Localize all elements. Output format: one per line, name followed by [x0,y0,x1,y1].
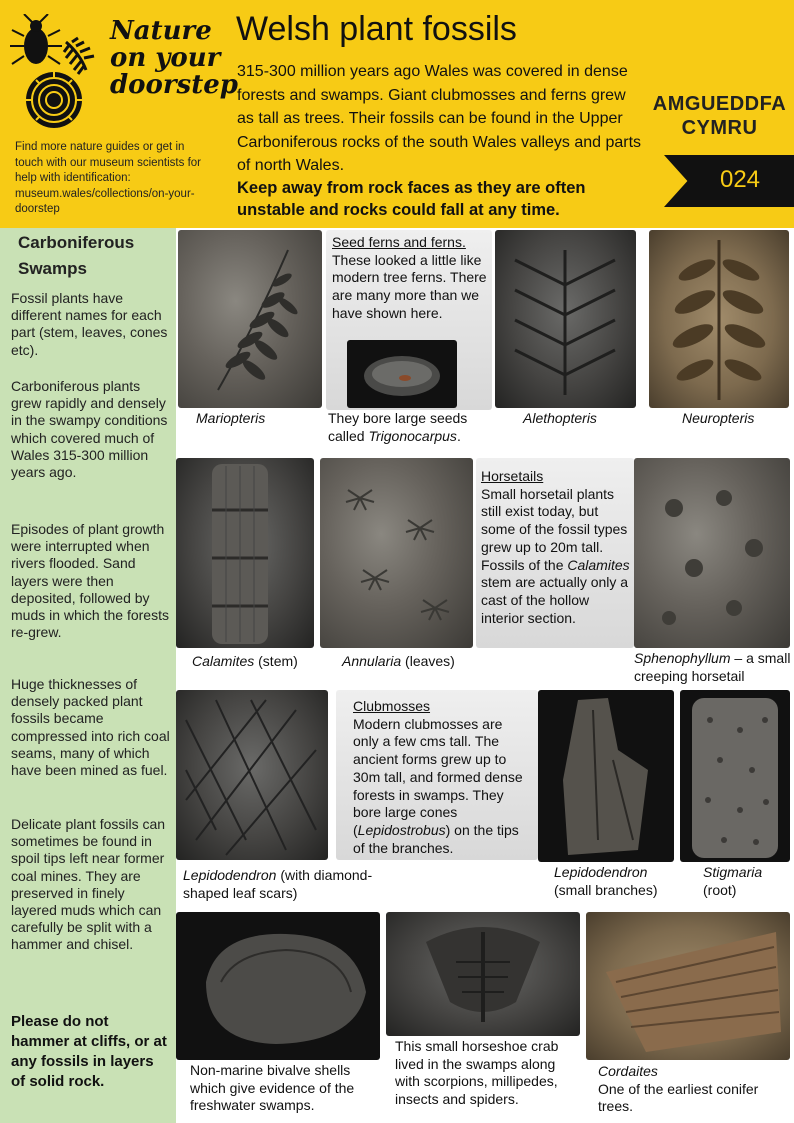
logo-line: CYMRU [681,117,758,139]
lepidodendron-branches-image [538,690,674,862]
sidebar-paragraph: Huge thicknesses of densely packed plant fossils became compressed into rich coal seams, many of which have been mined as fuel. [11,676,170,779]
calamites-caption: Calamites (stem) [192,653,298,669]
brand-line: doorstep [110,70,238,100]
horsetails-text [481,468,631,627]
trigonocarpus-seed-image [347,340,457,408]
clubmosses-heading: Clubmosses [353,698,431,714]
clubmosses-text [353,698,531,857]
sphenophyllum-caption: Sphenophyllum – a small creeping horsetail [634,650,791,684]
bivalve-shell-image [176,912,380,1060]
stigmaria-fossil-image [680,690,790,862]
lepidodendron-bark-caption: Lepidodendron (with diamond-shaped leaf scars) [183,867,373,901]
horseshoe-crab-caption: This small horseshoe crab lived in the swamps along with scorpions, millipedes, insects and spiders. [395,1038,559,1107]
horsetails-heading: Horsetails [481,468,544,484]
cordaites-caption: Cordaites One of the earliest conifer trees. [598,1063,759,1114]
sidebar-paragraph: Delicate plant fossils can sometimes be found in spoil tips left near former coal mines. They are preserved in finely layered muds which can carefully be split with a hammer and chisel. [11,816,166,953]
sidebar-heading: Carboniferous Swamps [18,233,135,278]
sphenophyllum-fossil-image [634,458,790,648]
intro-paragraph: 315-300 million years ago Wales was covered in dense forests and swamps. Giant clubmosses and ferns grew as tall as trees. Their fossils can be found in the Upper Carboniferous rocks of the south Wales valleys and parts of north Wales. [237,63,642,174]
mariopteris-fossil-image [178,230,322,408]
cordaites-fossil-image [586,912,790,1060]
neuropteris-caption: Neuropteris [682,410,755,426]
seed-ferns-body: These looked a little like modern tree ferns. There are many more than we have shown here. [332,251,487,321]
brand-line: Nature [110,16,212,46]
clubmosses-body: Modern clubmosses are only a few cms tall. The ancient forms grew up to 30m tall, and formed dense forests in swamps. They bore large cones (Lepidostrobus) on the tips of the branches. [353,715,523,856]
seed-ferns-heading: Seed ferns and ferns. [332,234,466,250]
seed-ferns-text [332,234,490,323]
alethopteris-caption: Alethopteris [523,410,597,426]
brand-line: on your [110,43,221,73]
stigmaria-caption: Stigmaria (root) [703,864,763,898]
bivalve-caption: Non-marine bivalve shells which give evidence of the freshwater swamps. [190,1062,355,1113]
neuropteris-fossil-image [649,230,789,408]
lepidodendron-bark-image [176,690,328,860]
sidebar-warning: Please do not hammer at cliffs, or at any fossils in layers of solid rock. [11,1013,167,1090]
lepidodendron-branches-caption: Lepidodendron (small branches) [554,864,658,898]
beetle-and-ammonite-logo-icon [6,14,106,132]
horsetails-body: Small horsetail plants still exist today, but some of the fossil types grew up to 20m tall. Fossils of the Calamites stem are actually only a cast of the hollow interior section. [481,485,630,626]
brand-title [110,16,238,100]
page-title: Welsh plant fossils [236,10,517,48]
sidebar-paragraph: Fossil plants have different names for each part (stem, leaves, cones etc). [11,290,168,358]
calamites-fossil-image [176,458,314,648]
horseshoe-crab-image [386,912,580,1036]
guide-number: 024 [719,166,761,193]
trigonocarpus-caption: They bore large seeds called Trigonocarpus. [328,410,468,444]
sidebar-paragraph: Episodes of plant growth were interrupted when rivers flooded. Sand layers were then deposited, followed by muds in which the forests re-grew. [11,521,169,641]
safety-warning: Keep away from rock faces as they are often unstable and rocks could fall at any time. [237,179,586,219]
museum-logo [652,92,787,140]
help-text: Find more nature guides or get in touch with our museum scientists for help with identification: museum.wales/collections/on-your-doorstep [15,141,201,215]
annularia-caption: Annularia (leaves) [342,653,455,669]
alethopteris-fossil-image [495,230,636,408]
logo-line: AMGUEDDFA [652,93,787,115]
annularia-fossil-image [320,458,473,648]
sidebar-paragraph: Carboniferous plants grew rapidly and densely in the swampy conditions which covered much of Wales 315-300 million years ago. [11,378,168,481]
mariopteris-caption: Mariopteris [196,410,266,426]
